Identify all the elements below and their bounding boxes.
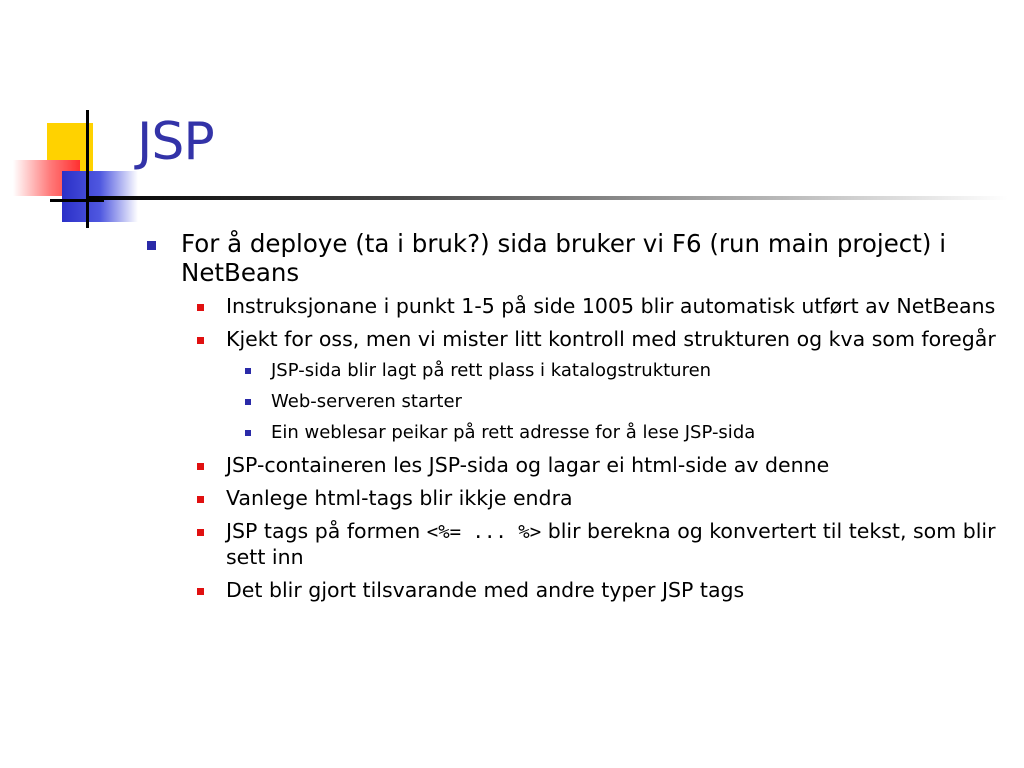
title-underline	[88, 196, 1008, 200]
square-bullet-icon	[245, 430, 251, 436]
square-bullet-icon	[197, 529, 204, 536]
logo-vertical-line	[86, 110, 89, 228]
jsp-code-snippet: <%= ... %>	[426, 521, 542, 543]
bullet-text: JSP-containeren les JSP-sida og lagar ei html-side av denne	[226, 453, 830, 477]
bullet-text: For å deploye (ta i bruk?) sida bruker vi F6 (run main project) i NetBeans	[181, 229, 947, 287]
square-bullet-icon	[197, 588, 204, 595]
bullet-text: Ein weblesar peikar på rett adresse for å lese JSP-sida	[271, 422, 756, 443]
sub-sub-bullet-item	[142, 391, 1012, 413]
sub-bullet-item	[142, 453, 1012, 478]
bullet-list	[142, 229, 1012, 611]
square-bullet-icon	[197, 463, 204, 470]
sub-bullet-item	[142, 294, 1012, 319]
square-bullet-icon	[245, 399, 251, 405]
bullet-text: JSP-sida blir lagt på rett plass i katalogstrukturen	[271, 360, 712, 381]
sub-sub-bullet-item	[142, 360, 1012, 382]
bullet-text: Kjekt for oss, men vi mister litt kontroll med strukturen og kva som foregår	[226, 327, 996, 351]
bullet-item	[142, 229, 1012, 287]
square-bullet-icon	[147, 241, 156, 250]
slide-title: JSP	[137, 112, 214, 172]
bullet-text: Web-serveren starter	[271, 391, 462, 412]
bullet-text-prefix: JSP tags på formen	[226, 519, 421, 543]
bullet-text: Vanlege html-tags blir ikkje endra	[226, 486, 573, 510]
square-bullet-icon	[197, 304, 204, 311]
sub-bullet-item	[142, 327, 1012, 352]
sub-bullet-item	[142, 486, 1012, 511]
bullet-text: Instruksjonane i punkt 1-5 på side 1005 blir automatisk utført av NetBeans	[226, 294, 996, 318]
square-bullet-icon	[197, 337, 204, 344]
bullet-text: Det blir gjort tilsvarande med andre typer JSP tags	[226, 578, 745, 602]
bullet-text-suffix: blir berekna og konvertert til tekst, som blir sett inn	[226, 519, 996, 569]
square-bullet-icon	[245, 368, 251, 374]
sub-sub-bullet-item	[142, 422, 1012, 444]
square-bullet-icon	[197, 496, 204, 503]
sub-bullet-item	[142, 578, 1012, 603]
sub-bullet-item	[142, 519, 1012, 570]
